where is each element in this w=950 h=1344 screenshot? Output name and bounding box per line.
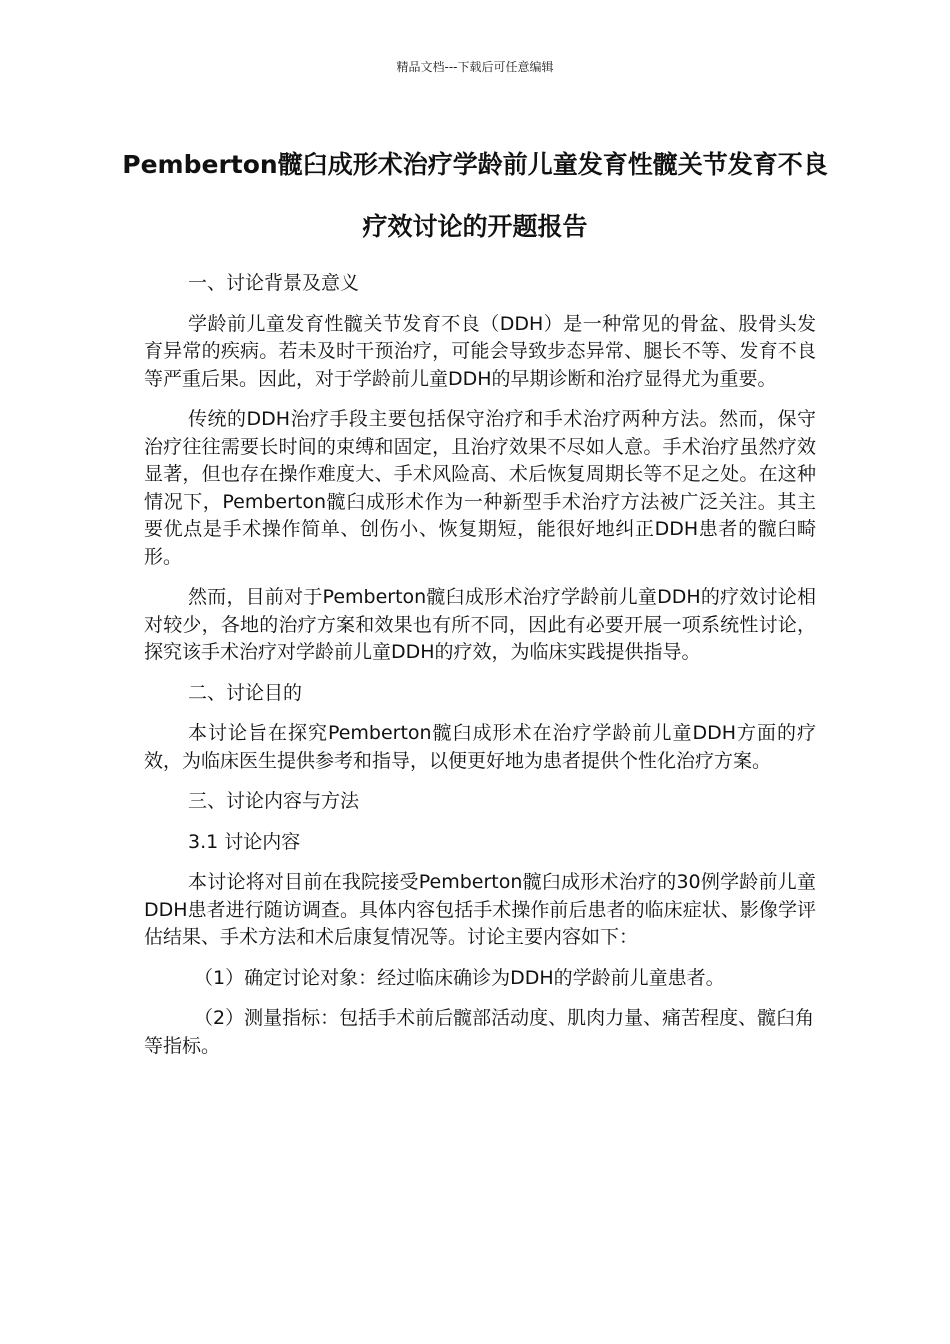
section-heading-3: 三、讨论内容与方法 [188, 790, 360, 812]
page-header: 精品文档---下载后可任意编辑 [396, 60, 554, 74]
paragraph-background-3: 然而，目前对于Pemberton髋臼成形术治疗学龄前儿童DDH的疗效讨论相对较少，各地的治疗方案和效果也有所不同，因此有必要开展一项系统性讨论，探究该手术治疗对学龄前儿童DDH的疗效，为临床实践提供指导。 [144, 586, 816, 663]
paragraph-background-2: 传统的DDH治疗手段主要包括保守治疗和手术治疗两种方法。然而，保守治疗往往需要长时间的束缚和固定，且治疗效果不尽如人意。手术治疗虽然疗效显著，但也存在操作难度大、手术风险高、术后恢复周期长等不足之处。在这种情况下，Pemberton髋臼成形术作为一种新型手术治疗方法被广泛关注。其主要优点是手术操作简单、创伤小、恢复期短，能很好地纠正DDH患者的髋臼畸形。 [144, 408, 816, 568]
document-body [144, 270, 816, 1073]
subsection-heading-3-1: 3.1 讨论内容 [188, 830, 301, 853]
paragraph-content: 本讨论将对目前在我院接受Pemberton髋臼成形术治疗的30例学龄前儿童DDH患者进行随访调查。具体内容包括手术操作前后患者的临床症状、影像学评估结果、手术方法和术后康复情况等。讨论主要内容如下： [144, 871, 816, 948]
paragraph-purpose: 本讨论旨在探究Pemberton髋臼成形术在治疗学龄前儿童DDH方面的疗效，为临床医生提供参考和指导，以便更好地为患者提供个性化治疗方案。 [144, 722, 816, 772]
section-heading-1: 一、讨论背景及意义 [188, 272, 360, 294]
list-item-2: （2）测量指标：包括手术前后髋部活动度、肌肉力量、痛苦程度、髋臼角等指标。 [144, 1007, 815, 1057]
document-title: Pemberton髋臼成形术治疗学龄前儿童发育性髋关节发育不良疗效讨论的开题报告 [122, 150, 828, 241]
paragraph-background-1: 学龄前儿童发育性髋关节发育不良（DDH）是一种常见的骨盆、股骨头发育异常的疾病。若未及时干预治疗，可能会导致步态异常、腿长不等、发育不良等严重后果。因此，对于学龄前儿童DDH的早期诊断和治疗显得尤为重要。 [144, 312, 816, 390]
section-heading-2: 二、讨论目的 [188, 681, 303, 704]
list-item-1: （1）确定讨论对象：经过临床确诊为DDH的学龄前儿童患者。 [194, 966, 725, 989]
